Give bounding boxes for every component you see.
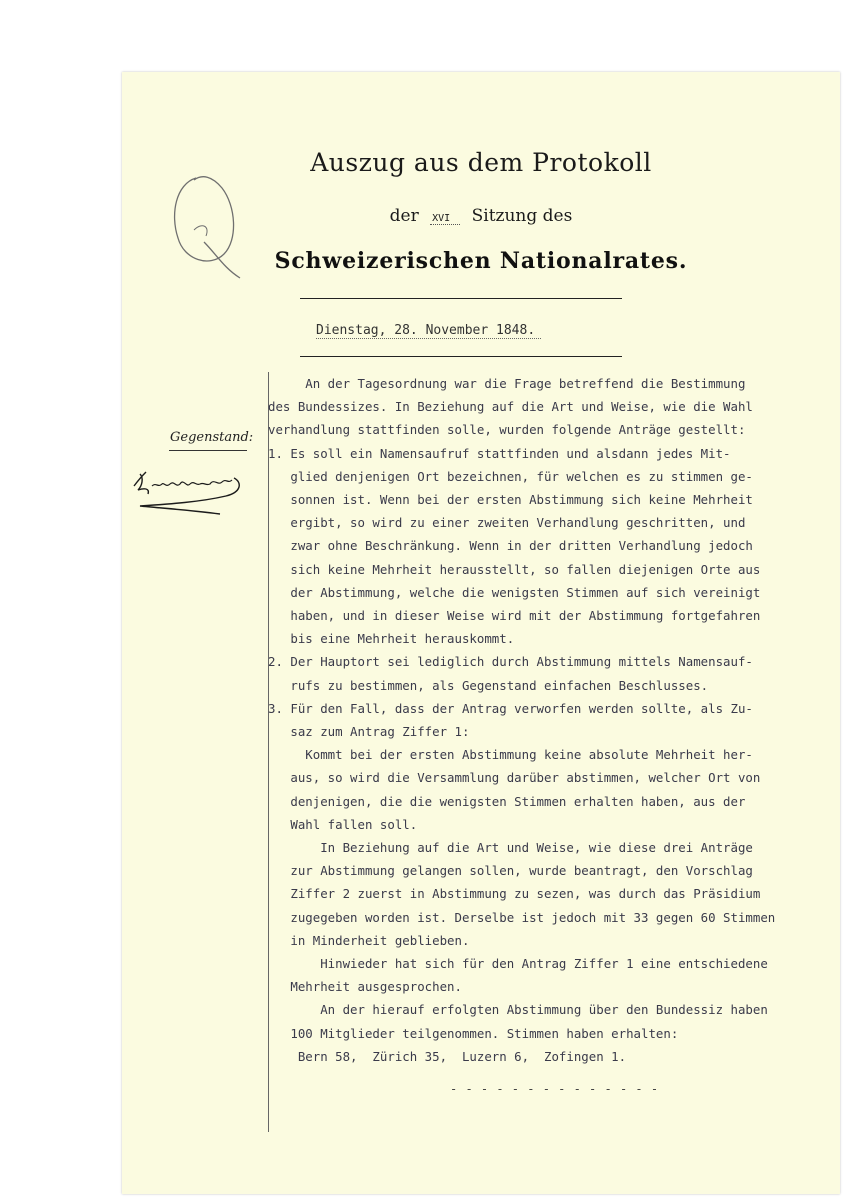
text-line: saz zum Antrag Ziffer 1: <box>268 724 470 740</box>
text-line: In Beziehung auf die Art und Weise, wie diese drei Anträge <box>268 840 753 856</box>
session-date: Dienstag, 28. November 1848. <box>316 323 541 339</box>
text-line: Wahl fallen soll. <box>268 816 418 832</box>
text-line: 2. Der Hauptort sei lediglich durch Abstimmung mittels Namensauf- <box>268 654 753 670</box>
text-line: zur Abstimmung gelangen sollen, wurde beantragt, den Vorschlag <box>268 863 753 879</box>
text-line: haben, und in dieser Weise wird mit der Abstimmung fortgefahren <box>268 608 761 624</box>
text-line: sich keine Mehrheit herausstellt, so fallen diejenigen Orte aus <box>268 561 761 577</box>
text-line: aus, so wird die Versammlung darüber abstimmen, welcher Ort von <box>268 770 761 786</box>
handwritten-initial <box>166 170 246 282</box>
text-line: ergibt, so wird zu einer zweiten Verhandlung geschritten, und <box>268 515 746 531</box>
session-number: XVI <box>430 213 460 225</box>
council-name: Schweizerischen Nationalrates. <box>274 248 688 274</box>
text-line: Hinwieder hat sich für den Antrag Ziffer 1 eine entschiedene <box>268 956 768 972</box>
text-line: zwar ohne Beschränkung. Wenn in der dritten Verhandlung jedoch <box>268 538 753 554</box>
page-title: Auszug aus dem Protokoll <box>310 148 652 177</box>
protocol-page <box>122 72 840 1194</box>
text-line: Mehrheit ausgesprochen. <box>268 979 462 995</box>
header-divider-top <box>300 298 622 299</box>
text-line: zugegeben worden ist. Derselbe ist jedoch mit 33 gegen 60 Stimmen <box>268 909 776 925</box>
text-line: Bern 58, Zürich 35, Luzern 6, Zofingen 1. <box>268 1048 627 1064</box>
text-line: bis eine Mehrheit herauskommt. <box>268 631 515 647</box>
text-line: rufs zu bestimmen, als Gegenstand einfachen Beschlusses. <box>268 677 709 693</box>
session-suffix: Sitzung des <box>471 206 573 226</box>
text-line: 3. Für den Fall, dass der Antrag verworfen werden sollte, als Zu- <box>268 700 753 716</box>
text-line: verhandlung stattfinden solle, wurden folgende Anträge gestellt: <box>268 422 746 438</box>
text-line: sonnen ist. Wenn bei der ersten Abstimmung sich keine Mehrheit <box>268 492 753 508</box>
protocol-body <box>268 372 834 1068</box>
closing-dashes: - - - - - - - - - - - - - - <box>450 1082 659 1096</box>
session-prefix: der <box>389 206 419 226</box>
subject-label-underline <box>169 450 247 451</box>
text-line: An der hierauf erfolgten Abstimmung über den Bundessiz haben <box>268 1002 768 1018</box>
subject-label: Gegenstand: <box>170 430 254 445</box>
text-line: Ziffer 2 zuerst in Abstimmung zu sezen, was durch das Präsidium <box>268 886 761 902</box>
text-line: 100 Mitglieder teilgenommen. Stimmen haben erhalten: <box>268 1025 679 1041</box>
text-line: der Abstimmung, welche die wenigsten Stimmen auf sich vereinigt <box>268 584 761 600</box>
text-line: des Bundessizes. In Beziehung auf die Art und Weise, wie die Wahl <box>268 399 753 415</box>
text-line: Kommt bei der ersten Abstimmung keine absolute Mehrheit her- <box>268 747 753 763</box>
text-line: in Minderheit geblieben. <box>268 932 470 948</box>
handwritten-subject <box>130 464 245 524</box>
text-line: 1. Es soll ein Namensaufruf stattfinden und alsdann jedes Mit- <box>268 445 731 461</box>
text-line: denjenigen, die die wenigsten Stimmen erhalten haben, aus der <box>268 793 746 809</box>
text-line: glied denjenigen Ort bezeichnen, für welchen es zu stimmen ge- <box>268 468 753 484</box>
text-line: An der Tagesordnung war die Frage betreffend die Bestimmung <box>268 376 746 391</box>
header-divider-bottom <box>300 356 622 357</box>
